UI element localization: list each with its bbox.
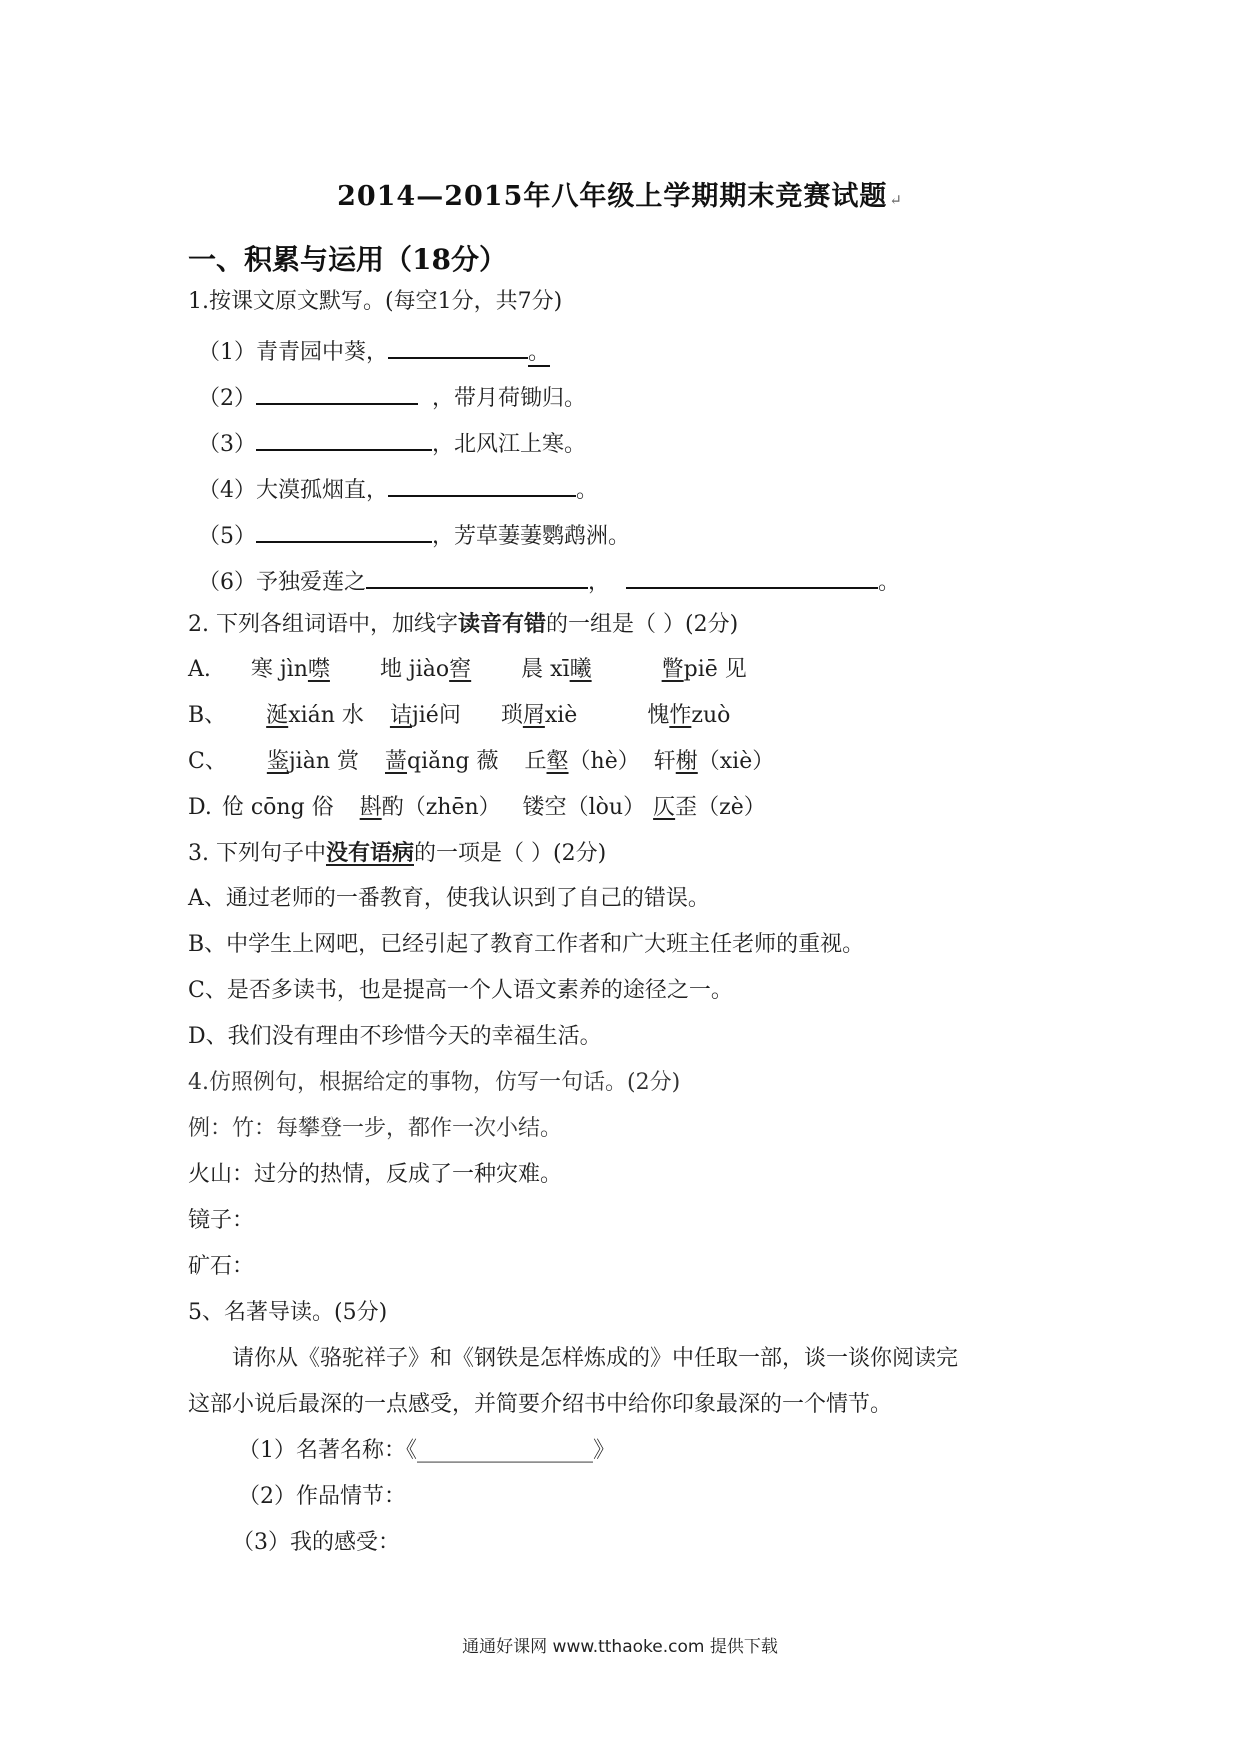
- underlined-char: 噤: [307, 657, 330, 682]
- stem-text: 2. 下列各组词语中，加线字: [188, 612, 458, 637]
- q3-option-d: D、我们没有理由不珍惜今天的幸福生活。: [188, 1024, 602, 1049]
- q5-stem: 5、名著导读。(5分): [188, 1300, 388, 1325]
- item-number: （1）: [198, 340, 256, 365]
- q2-stem: [188, 609, 738, 640]
- q2-option-d: [188, 793, 766, 823]
- word-text: jié问: [411, 703, 461, 728]
- word-text: xián 水: [288, 703, 364, 728]
- word-text: 酌（zhēn）: [381, 795, 501, 820]
- q2-option-a: [188, 655, 747, 685]
- answer-blank[interactable]: [388, 471, 576, 497]
- word-text: （hè）: [568, 749, 640, 774]
- q5-paragraph-line-1: 请你从《骆驼祥子》和《钢铁是怎样炼成的》中任取一部，谈一谈你阅读完: [232, 1346, 959, 1371]
- page-footer: 通通好课网 www.tthaoke.com 提供下载: [462, 1637, 778, 1657]
- word-text: jiàn 赏: [288, 749, 359, 774]
- word-text: xiè: [544, 703, 578, 728]
- q3-option-c: C、是否多读书，也是提高一个人语文素养的途径之一。: [188, 978, 733, 1003]
- underlined-char: 仄: [653, 795, 676, 820]
- stem-text: 的一项是（ ）(2分): [414, 841, 607, 866]
- q2-option-c: [188, 747, 774, 777]
- q4-stem: 4.仿照例句，根据给定的事物，仿写一句话。(2分): [188, 1070, 681, 1095]
- item-text: ，带月荷锄归。: [432, 386, 587, 411]
- answer-blank[interactable]: [388, 333, 528, 359]
- word-text: zuò: [691, 703, 731, 728]
- underlined-char: 怍: [669, 703, 692, 728]
- option-label: D.: [188, 795, 212, 820]
- title-text: 2014—2015年八年级上学期期末竞赛试题: [337, 181, 888, 212]
- word-text: 镂空（lòu）: [522, 795, 646, 820]
- underlined-char: 榭: [675, 749, 698, 774]
- q4-item-ore: 矿石：: [188, 1254, 255, 1279]
- word-text: 琐: [500, 703, 523, 728]
- q3-option-a: A、通过老师的一番教育，使我认识到了自己的错误。: [188, 886, 710, 911]
- section-heading: 一、积累与运用（18分）: [188, 243, 507, 276]
- answer-blank[interactable]: [256, 379, 418, 405]
- underlined-char: 曦: [569, 657, 592, 682]
- word: [521, 655, 591, 685]
- word: [647, 701, 730, 731]
- word: [222, 793, 334, 823]
- word-text: 歪（zè）: [675, 795, 766, 820]
- q5-sub-3: （3）我的感受：: [232, 1530, 400, 1555]
- word: [523, 793, 645, 823]
- option-label: B、: [188, 703, 227, 728]
- underlined-char: 鉴: [266, 749, 289, 774]
- q5-sub-1: （1）名著名称：《________________》: [238, 1438, 615, 1463]
- stem-text: 3. 下列句子中: [188, 841, 326, 866]
- item-number: （5）: [198, 524, 256, 549]
- item-text: ，北风江上寒。: [432, 432, 587, 457]
- word: [653, 793, 766, 823]
- word: [266, 701, 364, 731]
- q1-item-6: [198, 563, 900, 598]
- q4-example-2: 火山：过分的热情，反成了一种灾难。: [188, 1162, 563, 1187]
- word: [654, 747, 775, 777]
- word: [390, 701, 461, 731]
- page-title: [0, 174, 1240, 213]
- answer-blank[interactable]: [256, 517, 432, 543]
- q1-item-5: [198, 517, 630, 552]
- word-text: 伧 cōng 俗: [221, 795, 334, 820]
- return-mark: ↵: [889, 191, 903, 209]
- item-text: 青青园中葵，: [256, 340, 389, 365]
- q1-item-2: [198, 379, 586, 414]
- word: [360, 793, 501, 823]
- word: [380, 655, 471, 685]
- item-number: （3）: [198, 432, 256, 457]
- word-text: 轩: [653, 749, 676, 774]
- answer-blank[interactable]: [626, 563, 878, 589]
- item-end: 。: [528, 340, 551, 365]
- q2-option-b: [188, 701, 730, 731]
- answer-blank[interactable]: [366, 563, 588, 589]
- q4-example-1: 例：竹：每攀登一步，都作一次小结。: [188, 1116, 563, 1141]
- answer-blank[interactable]: [256, 425, 432, 451]
- item-end: 。: [576, 478, 599, 503]
- word-text: qiǎng 薇: [407, 749, 499, 774]
- underlined-char: 窖: [449, 657, 472, 682]
- option-label: A.: [188, 657, 211, 682]
- q1-item-4: [198, 471, 598, 506]
- word: [662, 655, 747, 685]
- underlined-char: 诘: [389, 703, 412, 728]
- word: [251, 655, 330, 685]
- word-text: 晨 xī: [521, 657, 570, 682]
- word-text: 地 jiào: [379, 657, 450, 682]
- underlined-char: 壑: [546, 749, 569, 774]
- q3-option-b: B、中学生上网吧，已经引起了教育工作者和广大班主任老师的重视。: [188, 932, 865, 957]
- word: [501, 701, 578, 731]
- underlined-char: 瞥: [661, 657, 684, 682]
- item-text: 予独爱莲之: [256, 570, 367, 595]
- item-number: （4）: [198, 478, 256, 503]
- stem-emphasis: 读音有错: [457, 611, 546, 637]
- item-number: （2）: [198, 386, 256, 411]
- q1-item-1: [198, 333, 550, 368]
- word-text: 丘: [524, 749, 547, 774]
- word-text: 寒 jìn: [250, 657, 308, 682]
- item-text: 大漠孤烟直，: [256, 478, 389, 503]
- item-mid: ，: [588, 570, 611, 595]
- stem-text: 的一组是（ ）(2分): [546, 612, 739, 637]
- underlined-char: 涎: [266, 703, 289, 728]
- word-text: （xiè）: [697, 749, 775, 774]
- word: [267, 747, 359, 777]
- underlined-char: 屑: [522, 703, 545, 728]
- word: [525, 747, 640, 777]
- word-text: piē 见: [683, 657, 747, 682]
- word-text: 愧: [647, 703, 670, 728]
- q1-item-3: [198, 425, 586, 460]
- q4-item-mirror: 镜子：: [188, 1208, 255, 1233]
- underlined-char: 斟: [359, 795, 382, 820]
- q5-sub-2: （2）作品情节：: [238, 1484, 406, 1509]
- underlined-char: 蔷: [385, 749, 408, 774]
- q5-paragraph-line-2: 这部小说后最深的一点感受，并简要介绍书中给你印象最深的一个情节。: [188, 1392, 893, 1417]
- stem-emphasis: 没有语病: [325, 840, 414, 866]
- q1-stem: 1.按课文原文默写。(每空1分，共7分): [188, 289, 563, 314]
- word: [385, 747, 499, 777]
- q3-stem: [188, 838, 606, 869]
- option-label: C、: [188, 749, 227, 774]
- item-text: ，芳草萋萋鹦鹉洲。: [432, 524, 631, 549]
- item-end: 。: [878, 570, 901, 595]
- item-number: （6）: [198, 570, 256, 595]
